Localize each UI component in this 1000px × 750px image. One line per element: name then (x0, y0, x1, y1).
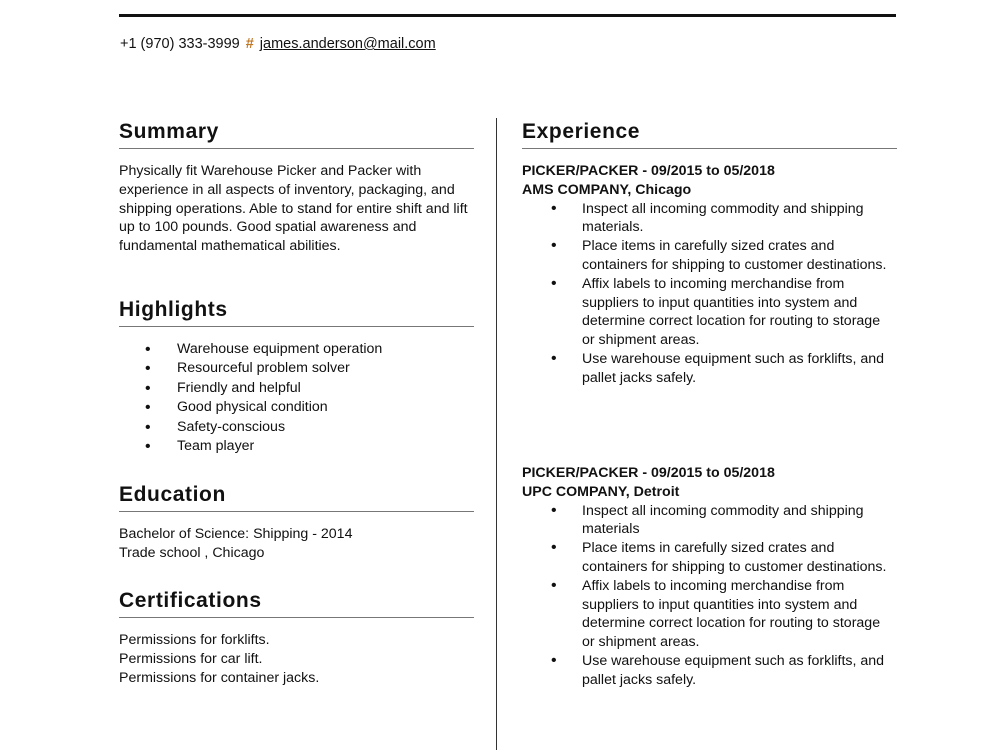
job-company: AMS COMPANY, Chicago (522, 181, 692, 198)
education-line: Trade school , Chicago (119, 544, 265, 561)
job-entry (522, 162, 894, 388)
job-title: PICKER/PACKER - 09/2015 to 05/2018 (522, 163, 775, 179)
highlight-item: • Team player (119, 437, 474, 456)
summary-section (119, 120, 474, 256)
highlight-item: • Good physical condition (119, 398, 474, 417)
certifications-section (119, 589, 474, 687)
education-section (119, 483, 474, 563)
job-title: PICKER/PACKER - 09/2015 to 05/2018 (522, 465, 775, 481)
contact-line (120, 36, 436, 52)
job-bullet: • Place items in carefully sized crates and containers for shipping to customer destinations. (522, 237, 894, 275)
job-bullet: • Place items in carefully sized crates and containers for shipping to customer destinations. (522, 539, 894, 577)
certification-line: Permissions for forklifts. (119, 632, 270, 648)
job-entry (522, 464, 894, 690)
education-line: Bachelor of Science: Shipping - 2014 (119, 526, 353, 542)
job-bullet: • Affix labels to incoming merchandise from suppliers to input quantities into system and determine correct location for routing to storage or shipment areas. (522, 577, 894, 652)
certification-line: Permissions for car lift. (119, 650, 263, 667)
phone: +1 (970) 333-3999 (120, 36, 240, 52)
experience-heading: Experience (522, 120, 897, 149)
header-rule (119, 14, 896, 17)
certifications-heading: Certifications (119, 589, 474, 618)
job-bullet: • Inspect all incoming commodity and shipping materials (522, 502, 894, 540)
highlight-item: • Resourceful problem solver (119, 359, 474, 378)
column-divider (496, 118, 497, 750)
summary-text: Physically fit Warehouse Picker and Packer with experience in all aspects of inventory, packaging, and shipping operations. Able to stand for entire shift and lift up to 100 pounds. Good spatial awareness and fundamental mathematical abilities. (119, 163, 468, 255)
job-bullet: • Use warehouse equipment such as forklifts, and pallet jacks safely. (522, 652, 894, 690)
highlight-item: • Safety-conscious (119, 418, 474, 437)
highlights-heading: Highlights (119, 298, 474, 327)
separator: # (245, 36, 254, 52)
job-bullet: • Use warehouse equipment such as forklifts, and pallet jacks safely. (522, 350, 894, 388)
experience-section (522, 120, 897, 388)
job-bullet: • Inspect all incoming commodity and shipping materials. (522, 200, 894, 238)
education-heading: Education (119, 483, 474, 512)
job-company: UPC COMPANY, Detroit (522, 483, 680, 500)
highlight-item: • Friendly and helpful (119, 379, 474, 398)
highlights-section (119, 298, 474, 456)
highlight-item: • Warehouse equipment operation (119, 340, 474, 359)
certification-line: Permissions for container jacks. (119, 669, 320, 686)
job-bullet: • Affix labels to incoming merchandise from suppliers to input quantities into system and determine correct location for routing to storage or shipment areas. (522, 275, 894, 350)
summary-heading: Summary (119, 120, 474, 149)
email-link[interactable]: james.anderson@mail.com (259, 36, 436, 52)
